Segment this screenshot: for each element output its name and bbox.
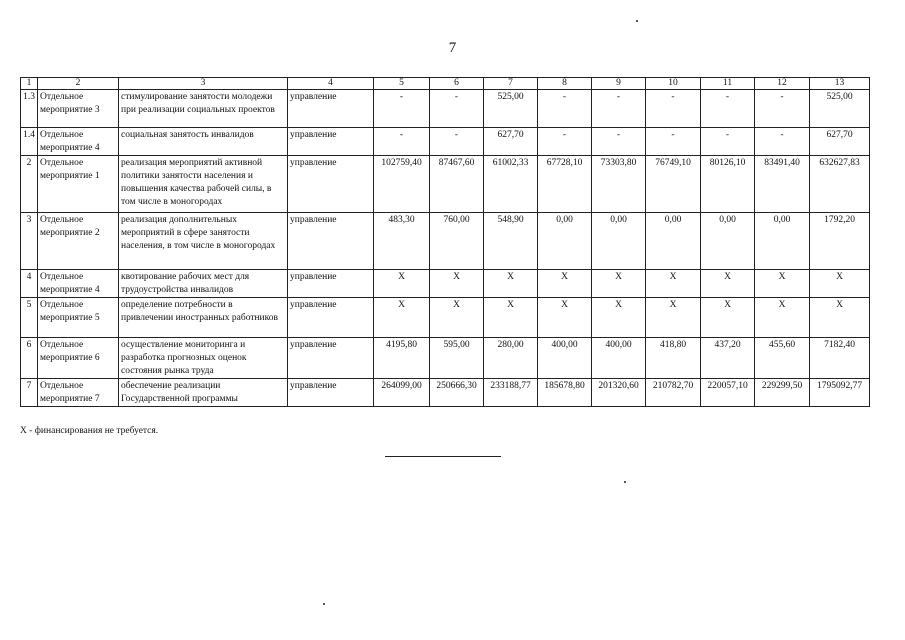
value-cell: - [430,128,484,156]
row-number-cell: 4 [21,270,38,298]
value-cell: 483,30 [374,213,430,270]
value-cell: X [538,270,592,298]
value-cell: - [374,128,430,156]
header-cell: 6 [430,78,484,90]
event-name-cell: Отдельное мероприятие 3 [38,90,119,128]
budget-table [20,77,870,407]
value-cell: X [430,270,484,298]
value-cell: - [592,90,646,128]
value-cell: X [701,298,755,338]
value-cell: 76749,10 [646,156,701,213]
value-cell: 548,90 [484,213,538,270]
value-cell: 210782,70 [646,379,701,407]
value-cell: 760,00 [430,213,484,270]
description-cell: квотирование рабочих мест для трудоустройства инвалидов [119,270,288,298]
row-number-cell: 2 [21,156,38,213]
table-row [21,156,870,213]
row-number-cell: 6 [21,338,38,379]
value-cell: X [484,270,538,298]
description-cell: реализация мероприятий активной политики занятости населения и повышения качества рабочей силы, в том числе в моногородах [119,156,288,213]
value-cell: X [646,270,701,298]
scan-speck [624,481,626,483]
event-name-cell: Отдельное мероприятие 4 [38,270,119,298]
value-cell: X [810,270,870,298]
value-cell: X [538,298,592,338]
description-cell: социальная занятость инвалидов [119,128,288,156]
value-cell: - [592,128,646,156]
table-row [21,379,870,407]
scan-speck [323,603,325,605]
description-cell: реализация дополнительных мероприятий в сфере занятости населения, в том числе в моногородах [119,213,288,270]
value-cell: - [701,128,755,156]
table-row [21,90,870,128]
value-cell: 229299,50 [755,379,810,407]
value-cell: 0,00 [592,213,646,270]
event-name-cell: Отдельное мероприятие 5 [38,298,119,338]
value-cell: 525,00 [810,90,870,128]
value-cell: 632627,83 [810,156,870,213]
value-cell: 185678,80 [538,379,592,407]
value-cell: X [810,298,870,338]
footnote: Х - финансирования не требуется. [20,426,159,436]
executor-cell: управление [288,156,374,213]
value-cell: - [374,90,430,128]
signature-rule [385,456,501,457]
description-cell: осуществление мониторинга и разработка прогнозных оценок состояния рынка труда [119,338,288,379]
value-cell: 525,00 [484,90,538,128]
value-cell: - [538,128,592,156]
value-cell: 1795092,77 [810,379,870,407]
value-cell: 0,00 [701,213,755,270]
value-cell: X [374,298,430,338]
value-cell: 280,00 [484,338,538,379]
value-cell: 627,70 [484,128,538,156]
event-name-cell: Отдельное мероприятие 2 [38,213,119,270]
row-number-cell: 1.4 [21,128,38,156]
executor-cell: управление [288,338,374,379]
value-cell: 67728,10 [538,156,592,213]
value-cell: 83491,40 [755,156,810,213]
value-cell: 7182,40 [810,338,870,379]
value-cell: X [755,298,810,338]
page-number: 7 [448,40,457,56]
row-number-cell: 5 [21,298,38,338]
value-cell: 418,80 [646,338,701,379]
value-cell: X [646,298,701,338]
description-cell: обеспечение реализации Государственной программы [119,379,288,407]
row-number-cell: 7 [21,379,38,407]
value-cell: 0,00 [755,213,810,270]
value-cell: 0,00 [538,213,592,270]
value-cell: X [374,270,430,298]
value-cell: 201320,60 [592,379,646,407]
value-cell: - [646,90,701,128]
value-cell: 233188,77 [484,379,538,407]
description-cell: определение потребности в привлечении иностранных работников [119,298,288,338]
value-cell: 455,60 [755,338,810,379]
value-cell: 400,00 [538,338,592,379]
value-cell: 250666,30 [430,379,484,407]
header-cell: 9 [592,78,646,90]
event-name-cell: Отдельное мероприятие 7 [38,379,119,407]
value-cell: 61002,33 [484,156,538,213]
value-cell: 87467,60 [430,156,484,213]
header-cell: 4 [288,78,374,90]
value-cell: 73303,80 [592,156,646,213]
table-row [21,298,870,338]
value-cell: - [646,128,701,156]
header-cell: 8 [538,78,592,90]
table-header-row [21,78,870,90]
table-row [21,270,870,298]
value-cell: 4195,80 [374,338,430,379]
event-name-cell: Отдельное мероприятие 6 [38,338,119,379]
value-cell: - [430,90,484,128]
value-cell: - [701,90,755,128]
value-cell: 264099,00 [374,379,430,407]
row-number-cell: 3 [21,213,38,270]
scan-speck [636,20,638,22]
header-cell: 13 [810,78,870,90]
value-cell: 80126,10 [701,156,755,213]
executor-cell: управление [288,379,374,407]
value-cell: 0,00 [646,213,701,270]
header-cell: 7 [484,78,538,90]
value-cell: X [592,298,646,338]
value-cell: 627,70 [810,128,870,156]
event-name-cell: Отдельное мероприятие 1 [38,156,119,213]
executor-cell: управление [288,213,374,270]
header-cell: 3 [119,78,288,90]
value-cell: X [701,270,755,298]
header-cell: 11 [701,78,755,90]
executor-cell: управление [288,90,374,128]
value-cell: - [538,90,592,128]
executor-cell: управление [288,298,374,338]
value-cell: 437,20 [701,338,755,379]
value-cell: X [592,270,646,298]
table-body [21,78,870,407]
value-cell: X [755,270,810,298]
value-cell: - [755,90,810,128]
executor-cell: управление [288,128,374,156]
table-row [21,213,870,270]
value-cell: 400,00 [592,338,646,379]
value-cell: 220057,10 [701,379,755,407]
value-cell: 102759,40 [374,156,430,213]
header-cell: 2 [38,78,119,90]
header-cell: 12 [755,78,810,90]
value-cell: X [484,298,538,338]
table-row [21,128,870,156]
row-number-cell: 1.3 [21,90,38,128]
table-row [21,338,870,379]
header-cell: 10 [646,78,701,90]
value-cell: X [430,298,484,338]
value-cell: - [755,128,810,156]
value-cell: 595,00 [430,338,484,379]
value-cell: 1792,20 [810,213,870,270]
header-cell: 5 [374,78,430,90]
header-cell: 1 [21,78,38,90]
executor-cell: управление [288,270,374,298]
description-cell: стимулирование занятости молодежи при реализации социальных проектов [119,90,288,128]
event-name-cell: Отдельное мероприятие 4 [38,128,119,156]
